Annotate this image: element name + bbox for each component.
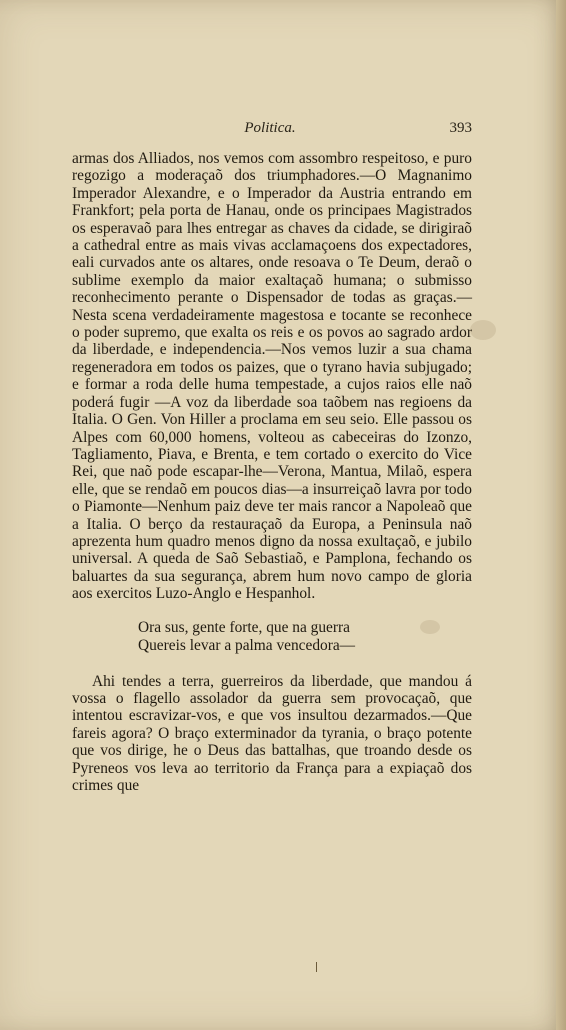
paragraph: Ahi tendes a terra, guerreiros da liberdade, que mandou á vossa o flagello assolador da guerra sem provocaçaõ, que intentou escravizar-vos, e que vos insultou dezarmados.—Que fareis agora? O braço exterminador da tyrania, o braço potente que vos dirige, he o Deus das battalhas, que troando desde os Pyreneos vos leva ao territorio da França para a expiaçaõ dos crimes que — [72, 672, 472, 794]
paper-stain — [420, 620, 440, 634]
page-number: 393 — [449, 120, 472, 136]
page-header — [68, 120, 472, 142]
paper-mark — [316, 962, 317, 972]
running-title: Politica. — [244, 120, 296, 136]
body-text — [72, 150, 472, 794]
page-edge — [556, 0, 566, 1030]
verse-line: Ora sus, gente forte, que na guerra — [138, 618, 350, 636]
verse-line: Quereis levar a palma vencedora— — [138, 636, 356, 654]
paper-stain — [470, 320, 496, 340]
paragraph: armas dos Alliados, nos vemos com assombro respeitoso, e puro regozigo a moderaçaõ dos triumphadores.—O Magnanimo Imperador Alexandre, e o Imperador da Austria entrando em Frankfort; pela porta de Hanau, onde os principaes Magistrados os esperavaõ para lhes entregar as chaves da cidade, se dirigiraõ a cathedral entre as mais vivas acclamaçoens dos expectadores, eali curvados ante os altares, onde resoava o Te Deum, deraõ o sublime exemplo da maior exaltaçaõ humana; o submisso reconhecimento perante o Dispensador de todas as graças.—Nesta scena verdadeiramente magestosa e tocante se reconhece o poder supremo, que exalta os reis e os povos ao sagrado ardor da liberdade, e independencia.—Nos vemos luzir a sua chama regeneradora em todos os paizes, que o tyrano havia subjugado; e formar a roda delle huma tempestade, a cujos raios elle naõ poderá fugir —A voz da liberdade soa taõbem nas regioens da Italia. O Gen. Von Hiller a proclama em seu seio. Elle passou os Alpes com 60,000 homens, volteou as cabeceiras do Izonzo, Tagliamento, Piava, e Brenta, e tem cortado o exercito do Vice Rei, que naõ pode escapar-lhe—Verona, Mantua, Milaõ, espera elle, que se rendaõ em poucos dias—a insurreiçaõ lavra por todo o Piamonte—Nenhum paiz deve ter mais rancor a Napoleaõ que a Italia. O berço da restauraçaõ da Europa, a Peninsula naõ aprezenta hum quadro menos digno da nossa exultaçaõ, e jubilo universal. A queda de Saõ Sebastiaõ, e Pamplona, fechando os baluartes da sua segurança, abrem hum novo campo de gloria aos exercitos Luzo-Anglo e Hespanhol. — [72, 150, 472, 603]
